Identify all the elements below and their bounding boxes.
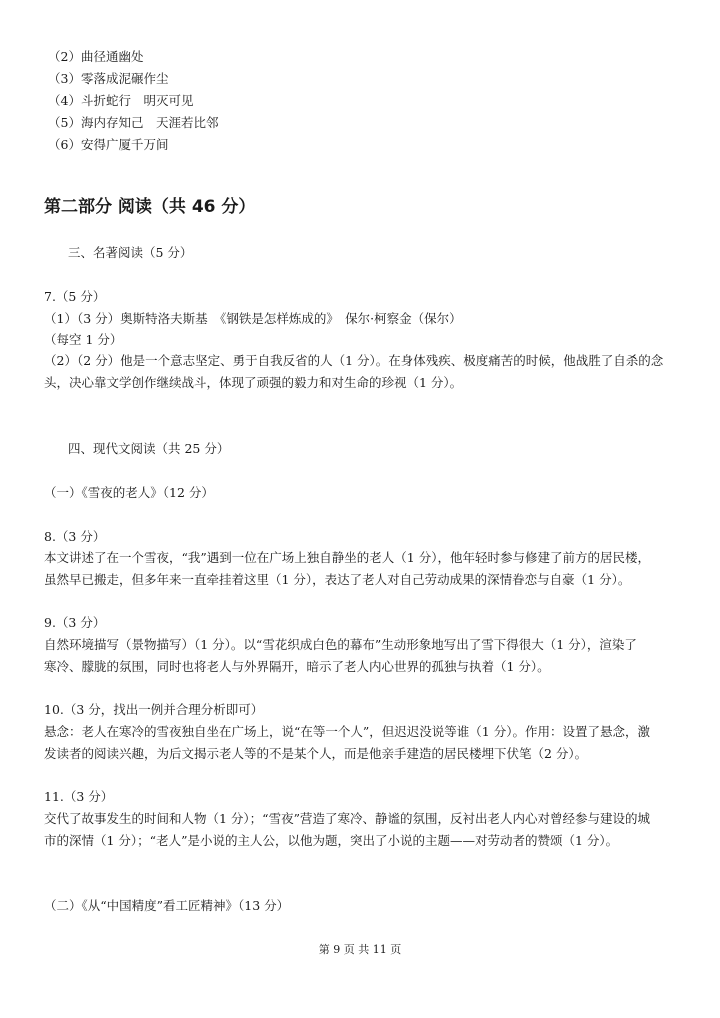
q11-line1: 交代了故事发生的时间和人物（1 分）；“雪夜”营造了寒冷、静谧的氛围，反衬出老人内心对曾经参与建设的城 (44, 811, 650, 826)
q9-line2: 寒冷、朦胧的氛围，同时也将老人与外界隔开，暗示了老人内心世界的孤独与执着（1 分）。 (44, 659, 550, 674)
q7-part1-note: （每空 1 分） (44, 332, 123, 347)
answer-line-5: （5）海内存知己 天涯若比邻 (48, 115, 219, 130)
answer-line-2: （2）曲径通幽处 (48, 49, 144, 64)
q11-line2: 市的深情（1 分）；“老人”是小说的主人公，以他为题，突出了小说的主题——对劳动者的赞颂（1 分）。 (44, 833, 619, 848)
q8-line1: 本文讲述了在一个雪夜，“我”遇到一位在广场上独自静坐的老人（1 分），他年轻时参与修建了前方的居民楼， (44, 550, 650, 565)
q11-label: 11.（3 分） (44, 789, 114, 804)
answer-line-3: （3）零落成泥碾作尘 (48, 71, 169, 86)
q7-part1: （1）（3 分）奥斯特洛夫斯基 《钢铁是怎样炼成的》 保尔·柯察金（保尔） (44, 311, 462, 326)
subsection2-title: （二）《从“中国精度”看工匠精神》（13 分） (44, 898, 290, 913)
answer-line-4: （4）斗折蛇行 明灭可见 (48, 93, 194, 108)
q10-line1: 悬念：老人在寒冷的雪夜独自坐在广场上，说“在等一个人”，但迟迟没说等谁（1 分）。作用：设置了悬念，激 (44, 724, 650, 739)
answer-line-6: （6）安得广厦千万间 (48, 137, 169, 152)
q10-label: 10.（3 分，找出一例并合理分析即可） (44, 702, 264, 717)
q8-line2: 虽然早已搬走，但多年来一直牵挂着这里（1 分），表达了老人对自己劳动成果的深情眷恋与自豪（1 分）。 (44, 572, 631, 587)
q8-label: 8.（3 分） (44, 529, 106, 544)
q9-line1: 自然环境描写（景物描写）（1 分）。以“雪花织成白色的幕布”生动形象地写出了雪下得很大（1 分），渲染了 (44, 637, 637, 652)
q10-line2: 发读者的阅读兴趣，为后文揭示老人等的不是某个人，而是他亲手建造的居民楼埋下伏笔（2 分）。 (44, 746, 588, 761)
section3-heading: 三、名著阅读（5 分） (68, 245, 193, 260)
q9-label: 9.（3 分） (44, 615, 106, 630)
q7-part2-line2: 头，决心靠文学创作继续战斗，体现了顽强的毅力和对生命的珍视（1 分）。 (44, 375, 463, 390)
part2-title: 第二部分 阅读（共 46 分） (44, 197, 256, 217)
q7-label: 7.（5 分） (44, 289, 106, 304)
page-footer: 第 9 页 共 11 页 (318, 943, 402, 956)
section4-heading: 四、现代文阅读（共 25 分） (68, 441, 230, 456)
q7-part2-line1: （2）（2 分）他是一个意志坚定、勇于自我反省的人（1 分）。在身体残疾、极度痛苦的时候，他战胜了自杀的念 (44, 353, 664, 368)
subsection1-title: （一）《雪夜的老人》（12 分） (44, 485, 214, 500)
